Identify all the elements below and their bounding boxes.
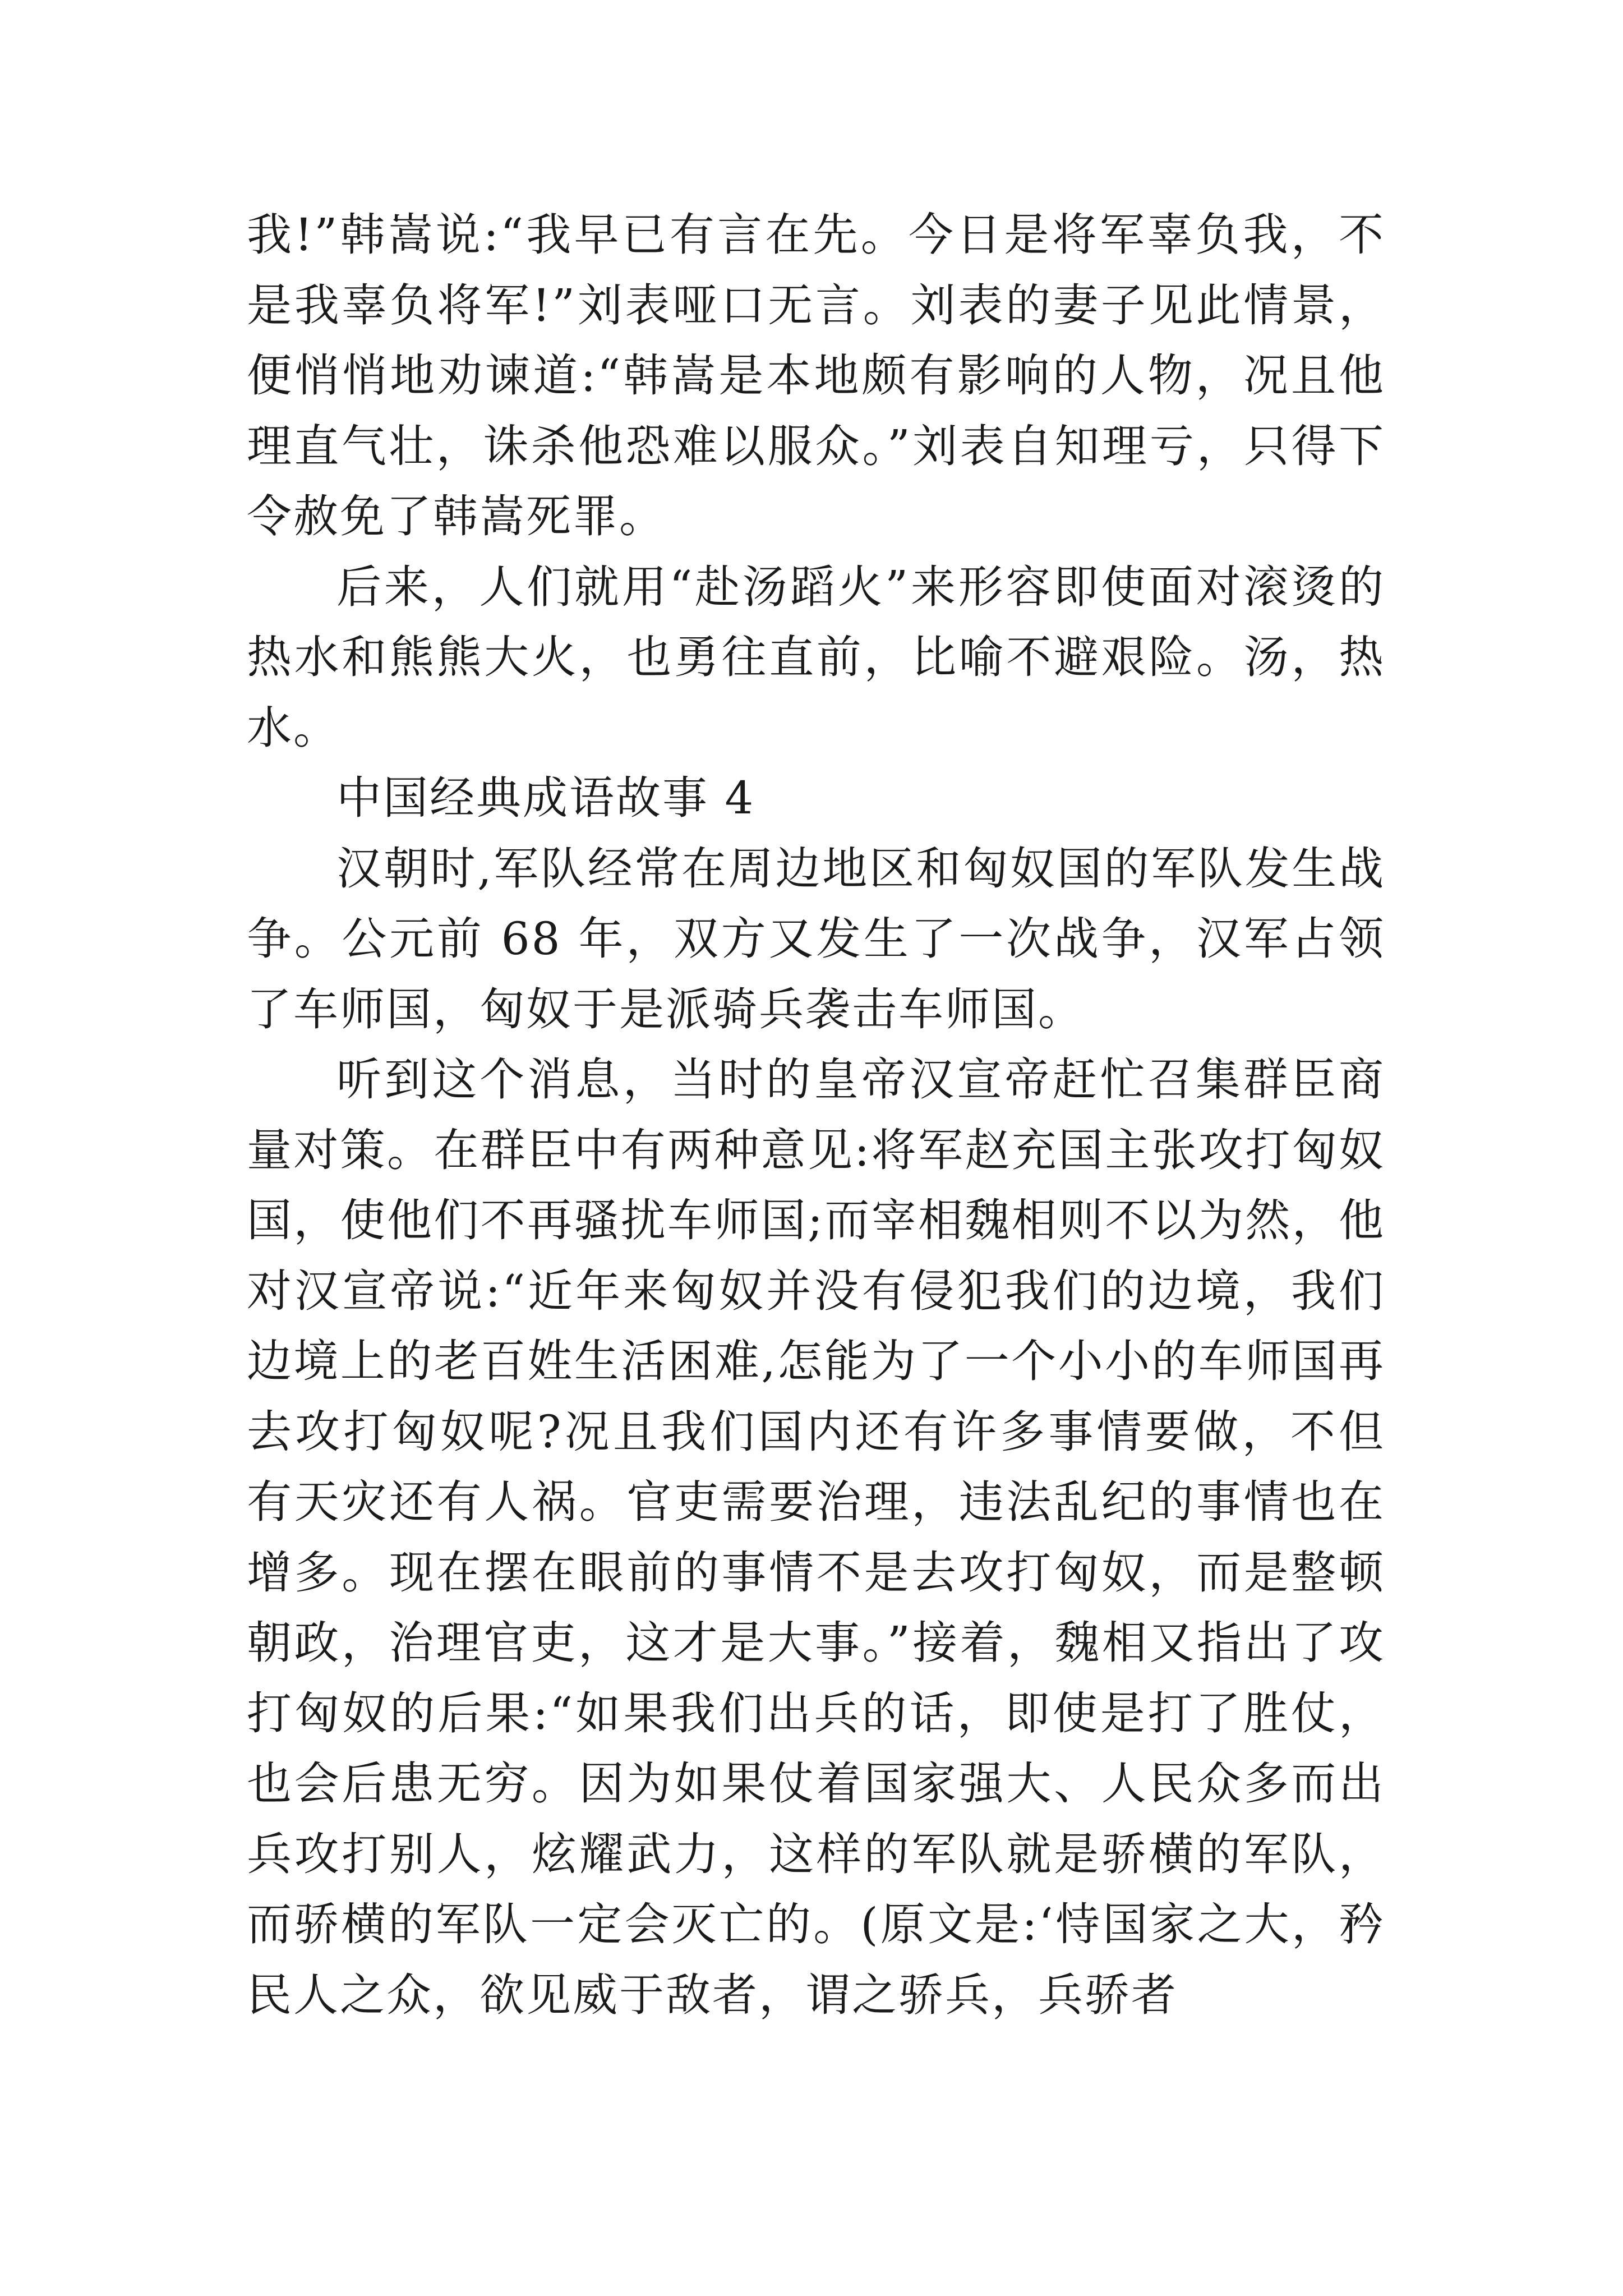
paragraph-idiom-meaning: 后来，人们就用“赴汤蹈火”来形容即使面对滚烫的热水和熊熊大火，也勇往直前，比喻不避艰险。汤，热水。	[247, 560, 1385, 754]
paragraph-han-xiongnu-war: 汉朝时,军队经常在周边地区和匈奴国的军队发生战争。公元前 68 年，双方又发生了一次战争，汉军占领了车师国，匈奴于是派骑兵袭击车师国。	[247, 842, 1385, 1036]
document-page	[247, 200, 1385, 2030]
section-heading: 中国经典成语故事 4	[336, 772, 755, 824]
paragraph-continuation: 我!”韩嵩说:“我早已有言在先。今日是将军辜负我，不是我辜负将军!”刘表哑口无言。刘表的妻子见此情景，便悄悄地劝谏道:“韩嵩是本地颇有影响的人物，况且他理直气壮，诛杀他恐难以服众。”刘表自知理亏，只得下令赦免了韩嵩死罪。	[247, 209, 1385, 542]
paragraph-wei-xiang-advice: 听到这个消息，当时的皇帝汉宣帝赶忙召集群臣商量对策。在群臣中有两种意见:将军赵充国主张攻打匈奴国，使他们不再骚扰车师国;而宰相魏相则不以为然，他对汉宣帝说:“近年来匈奴并没有侵犯我们的边境，我们边境上的老百姓生活困难,怎能为了一个小小的车师国再去攻打匈奴呢?况且我们国内还有许多事情要做，不但有天灾还有人祸。官吏需要治理，违法乱纪的事情也在增多。现在摆在眼前的事情不是去攻打匈奴，而是整顿朝政，治理官吏，这才是大事。”接着，魏相又指出了攻打匈奴的后果:“如果我们出兵的话，即使是打了胜仗，也会后患无穷。因为如果仗着国家强大、人民众多而出兵攻打别人，炫耀武力，这样的军队就是骄横的军队，而骄横的军队一定会灭亡的。(原文是:‘恃国家之大，矜民人之众，欲见威于敌者，谓之骄兵，兵骄者	[247, 1053, 1385, 2021]
